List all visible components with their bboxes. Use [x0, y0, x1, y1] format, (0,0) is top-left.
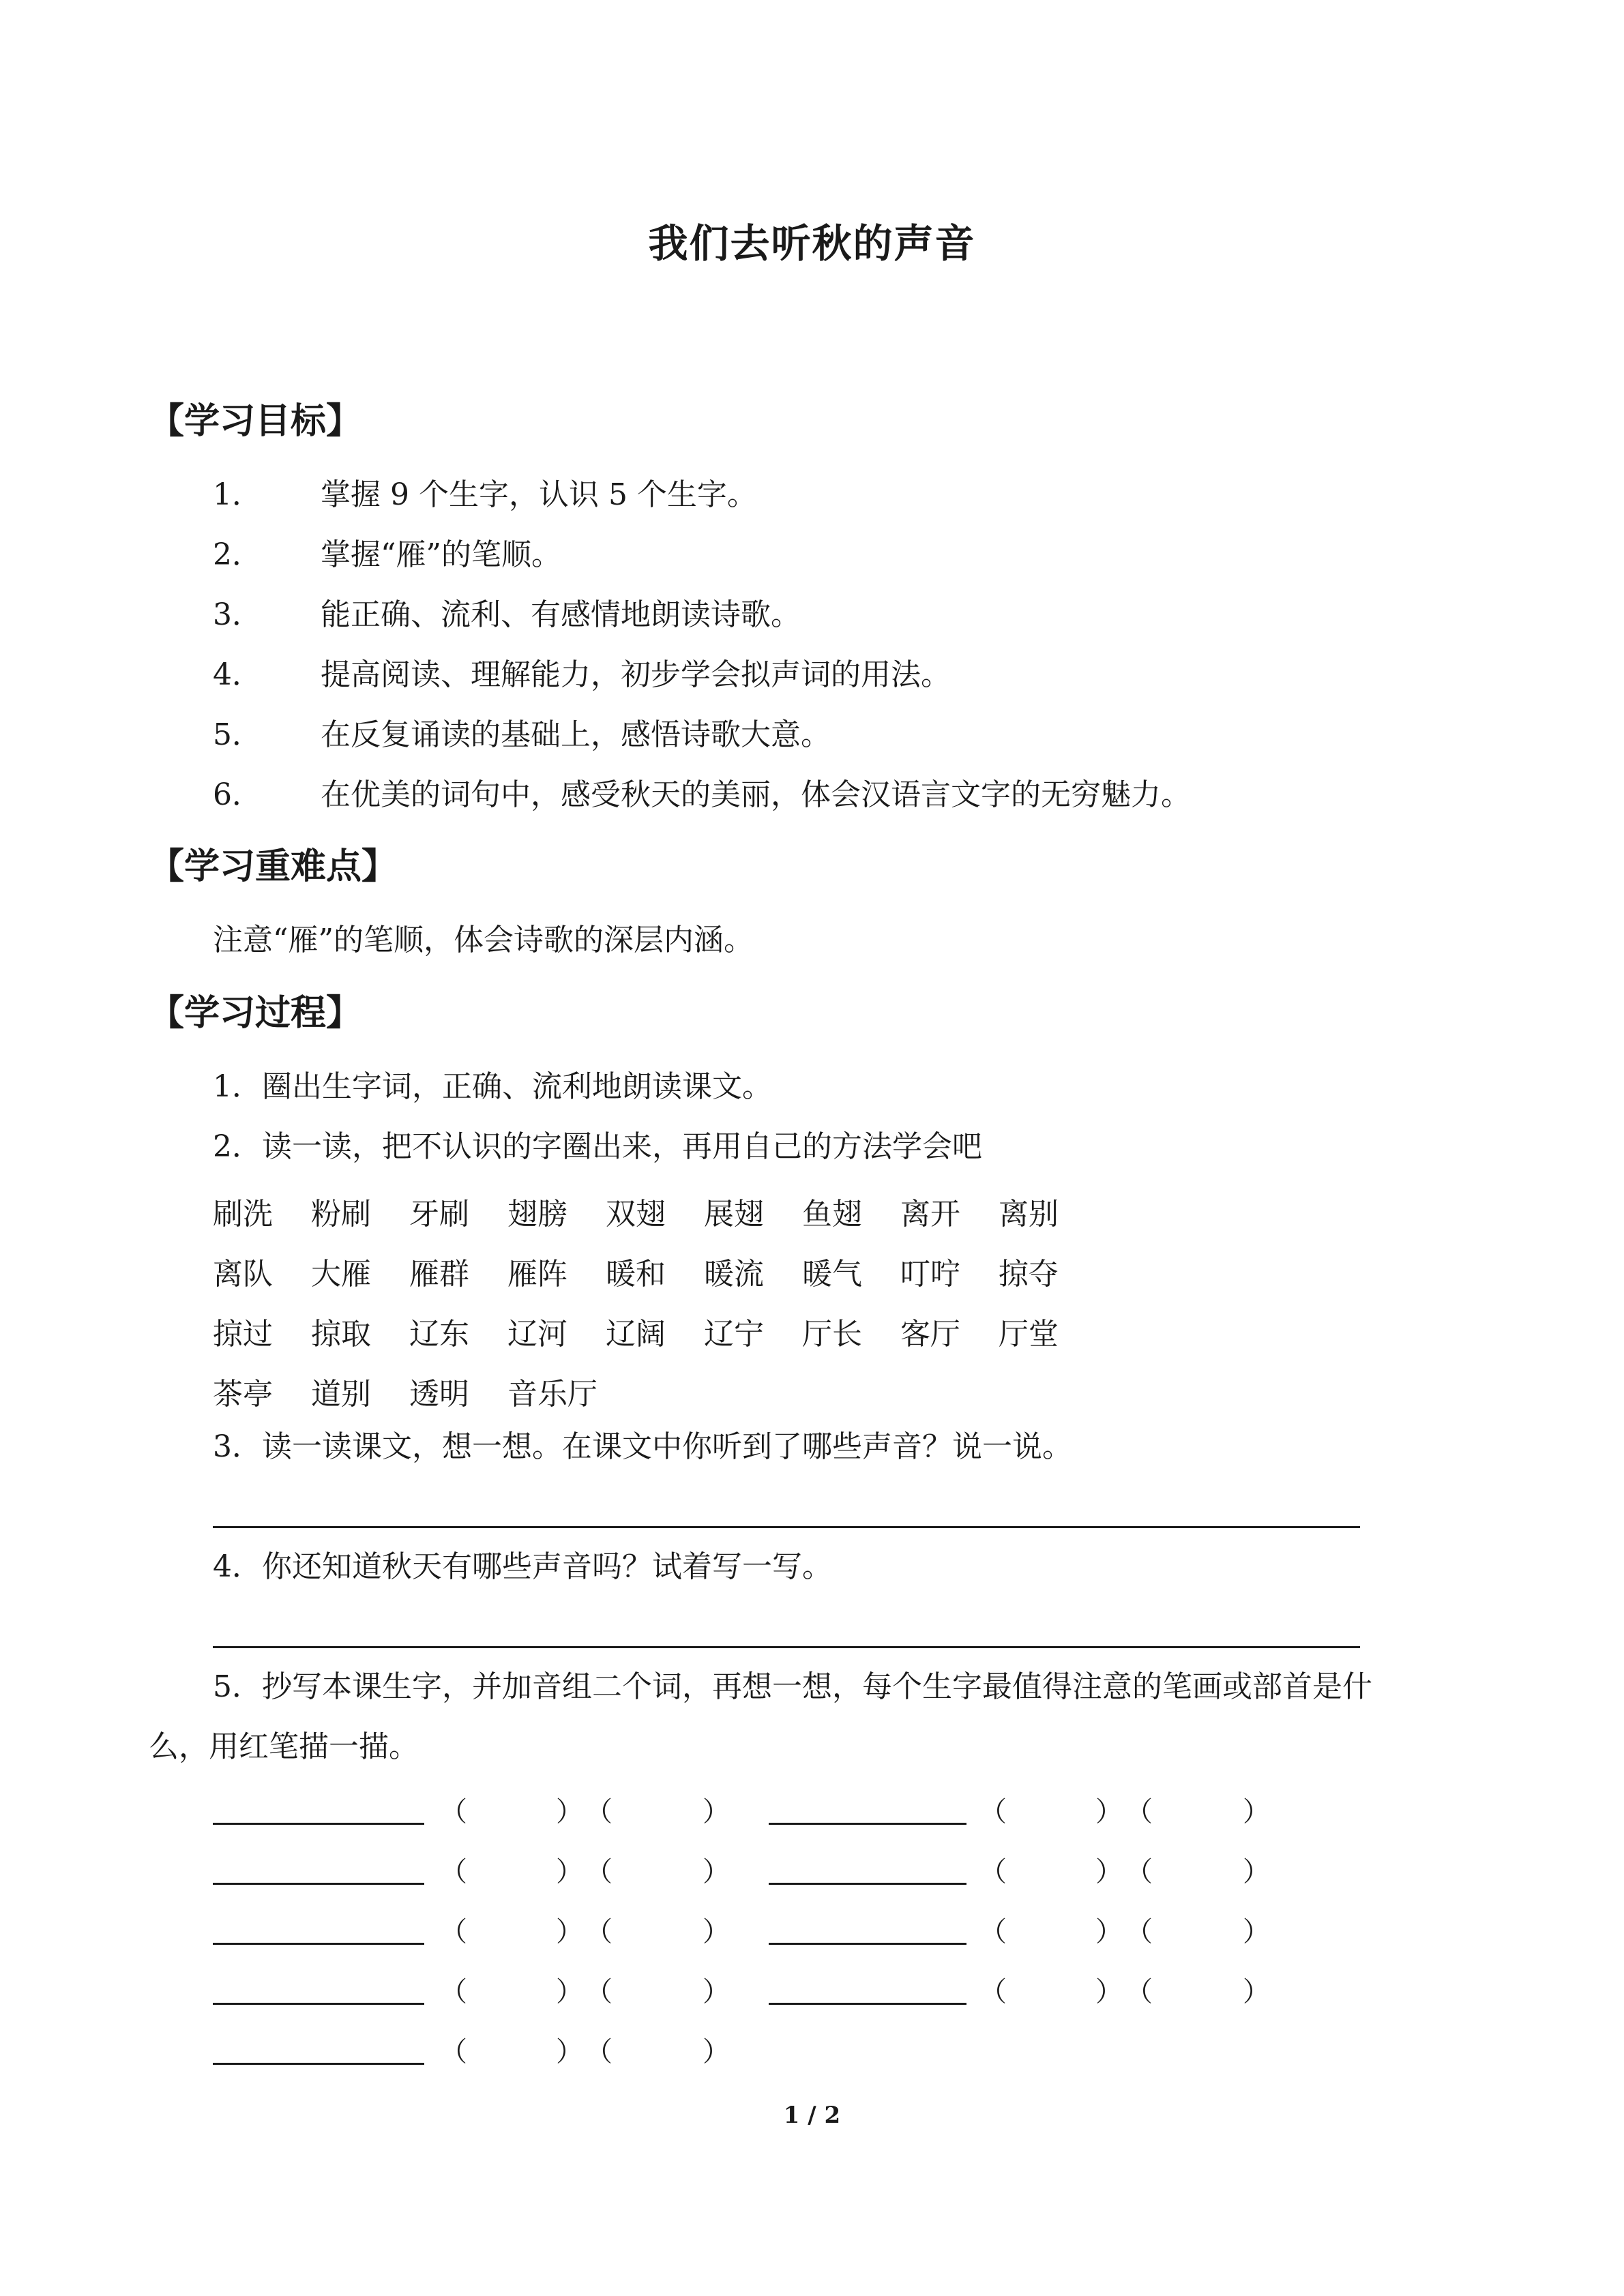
paren-open: （ [440, 2036, 467, 2068]
paren-open: （ [979, 1796, 1007, 1828]
question-5-line2: 么，用红笔描一描。 [149, 1729, 419, 1764]
paren-close: ） [556, 1976, 583, 2008]
vocab-word: 刷洗 [213, 1197, 273, 1232]
copy-blank[interactable] [213, 2063, 424, 2065]
vocab-word: 离开 [900, 1197, 960, 1232]
paren-open: （ [440, 1856, 467, 1888]
vocab-word: 雁阵 [507, 1257, 567, 1292]
objective-3-text: 能正确、流利、有感情地朗读诗歌。 [321, 597, 801, 632]
paren-close: ） [556, 1796, 583, 1828]
question-5-line1: 5．抄写本课生字，并加音组二个词，再想一想，每个生字最值得注意的笔画或部首是什 [213, 1669, 1372, 1704]
key-points-text: 注意“雁”的笔顺，体会诗歌的深层内涵。 [213, 923, 754, 957]
paren-open: （ [440, 1916, 467, 1948]
vocab-word: 辽阔 [606, 1317, 666, 1352]
vocab-word: 暖和 [606, 1257, 666, 1292]
objective-2-num: 2． [213, 537, 262, 572]
page-title: 我们去听秋的声音 [648, 220, 976, 267]
objectives-heading: 【学习目标】 [149, 401, 362, 442]
vocab-word: 鱼翅 [802, 1197, 862, 1232]
paren-open: （ [585, 1856, 612, 1888]
vocab-word: 暖气 [802, 1257, 862, 1292]
vocab-word: 雁群 [409, 1257, 469, 1292]
paren-open: （ [1125, 1976, 1153, 2008]
answer-line-q4[interactable] [213, 1646, 1360, 1648]
vocab-word: 大雁 [311, 1257, 371, 1292]
vocab-row [213, 1369, 606, 1413]
vocab-word: 辽宁 [704, 1317, 764, 1352]
question-3: 3．读一读课文，想一想。在课文中你听到了哪些声音？说一说。 [213, 1429, 1072, 1464]
paren-open: （ [1125, 1856, 1153, 1888]
copy-blank[interactable] [769, 1823, 966, 1825]
copy-blank[interactable] [769, 2003, 966, 2005]
paren-open: （ [979, 1916, 1007, 1948]
vocab-row [213, 1189, 1097, 1233]
vocab-word: 音乐厅 [507, 1377, 597, 1412]
copy-blank[interactable] [213, 2003, 424, 2005]
paren-open: （ [585, 1976, 612, 2008]
question-4: 4．你还知道秋天有哪些声音吗？试着写一写。 [213, 1549, 832, 1584]
objective-3-num: 3． [213, 597, 262, 632]
question-2: 2．读一读，把不认识的字圈出来，再用自己的方法学会吧 [213, 1129, 982, 1164]
vocab-word: 展翅 [704, 1197, 764, 1232]
objective-5-text: 在反复诵读的基础上，感悟诗歌大意。 [321, 717, 831, 752]
vocab-row [213, 1249, 1097, 1293]
paren-close: ） [703, 1916, 730, 1948]
paren-open: （ [585, 1796, 612, 1828]
vocab-word: 翅膀 [507, 1197, 567, 1232]
page-number: 1 / 2 [783, 2102, 841, 2129]
paren-close: ） [1243, 1976, 1270, 2008]
paren-close: ） [1095, 1916, 1123, 1948]
vocab-word: 掠夺 [999, 1257, 1059, 1292]
copy-blank[interactable] [769, 1943, 966, 1945]
vocab-word: 双翅 [606, 1197, 666, 1232]
objective-4-text: 提高阅读、理解能力，初步学会拟声词的用法。 [321, 657, 951, 692]
objective-6-text: 在优美的词句中，感受秋天的美丽，体会汉语言文字的无穷魅力。 [321, 777, 1191, 812]
vocab-word: 掠过 [213, 1317, 273, 1352]
objective-2-text: 掌握“雁”的笔顺。 [321, 537, 561, 572]
paren-close: ） [556, 2036, 583, 2068]
vocab-word: 透明 [409, 1377, 469, 1412]
paren-close: ） [1243, 1916, 1270, 1948]
question-1: 1．圈出生字词，正确、流利地朗读课文。 [213, 1069, 772, 1104]
paren-open: （ [585, 1916, 612, 1948]
paren-open: （ [979, 1976, 1007, 2008]
answer-line-q3[interactable] [213, 1526, 1360, 1528]
vocab-word: 厅长 [802, 1317, 862, 1352]
vocab-word: 辽河 [507, 1317, 567, 1352]
paren-close: ） [703, 1976, 730, 2008]
vocab-word: 道别 [311, 1377, 371, 1412]
vocab-word: 掠取 [311, 1317, 371, 1352]
paren-close: ） [556, 1856, 583, 1888]
paren-close: ） [1243, 1856, 1270, 1888]
vocab-word: 茶亭 [213, 1377, 273, 1412]
process-heading: 【学习过程】 [149, 993, 362, 1034]
vocab-row [213, 1309, 1097, 1353]
paren-open: （ [1125, 1916, 1153, 1948]
objective-1-text: 掌握 9 个生字，认识 5 个生字。 [321, 477, 757, 512]
vocab-word: 叮咛 [900, 1257, 960, 1292]
objective-5-num: 5． [213, 717, 262, 752]
vocab-word: 厅堂 [999, 1317, 1059, 1352]
paren-close: ） [1095, 1856, 1123, 1888]
vocab-word: 辽东 [409, 1317, 469, 1352]
paren-close: ） [703, 1796, 730, 1828]
objective-6-num: 6． [213, 777, 262, 812]
paren-close: ） [556, 1916, 583, 1948]
paren-open: （ [1125, 1796, 1153, 1828]
vocab-word: 客厅 [900, 1317, 960, 1352]
vocab-word: 暖流 [704, 1257, 764, 1292]
vocab-word: 离队 [213, 1257, 273, 1292]
vocab-word: 牙刷 [409, 1197, 469, 1232]
objective-4-num: 4． [213, 657, 262, 692]
paren-open: （ [440, 1796, 467, 1828]
copy-blank[interactable] [213, 1943, 424, 1945]
copy-blank[interactable] [213, 1823, 424, 1825]
paren-close: ） [703, 1856, 730, 1888]
copy-blank[interactable] [769, 1883, 966, 1885]
vocab-word: 离别 [999, 1197, 1059, 1232]
paren-open: （ [979, 1856, 1007, 1888]
paren-close: ） [1243, 1796, 1270, 1828]
vocab-word: 粉刷 [311, 1197, 371, 1232]
paren-open: （ [585, 2036, 612, 2068]
copy-blank[interactable] [213, 1883, 424, 1885]
objective-1-num: 1． [213, 477, 262, 512]
paren-close: ） [1095, 1976, 1123, 2008]
paren-close: ） [703, 2036, 730, 2068]
paren-close: ） [1095, 1796, 1123, 1828]
key-points-heading: 【学习重难点】 [149, 846, 398, 887]
paren-open: （ [440, 1976, 467, 2008]
